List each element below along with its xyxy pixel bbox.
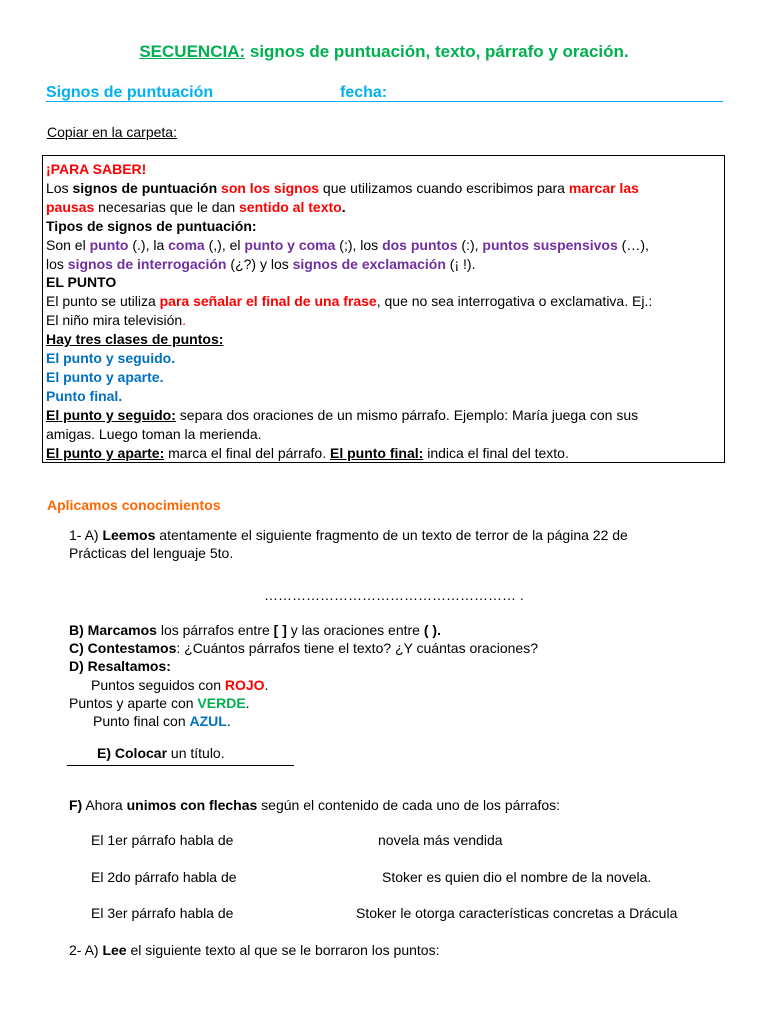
subheading-underline bbox=[46, 101, 723, 102]
box-line: pausas necesarias que le dan sentido al texto. bbox=[46, 198, 346, 215]
apply-heading: Aplicamos conocimientos bbox=[47, 497, 221, 513]
box-line: Los signos de puntuación son los signos que utilizamos cuando escribimos para marcar las bbox=[46, 179, 639, 196]
exercise-f: F) Ahora unimos con flechas según el contenido de cada uno de los párrafos: bbox=[69, 797, 561, 813]
section-subheading: Signos de puntuación bbox=[46, 84, 214, 101]
box-subheading: Hay tres clases de puntos: bbox=[46, 331, 224, 348]
box-line: los signos de interrogación (¿?) y los signos de exclamación (¡ !). bbox=[46, 255, 476, 272]
title-rest: signos de puntuación, texto, párrafo y oración. bbox=[245, 42, 629, 61]
match-right-2: Stoker es quien dio el nombre de la novela. bbox=[382, 869, 652, 885]
title-label: SECUENCIA: bbox=[139, 42, 246, 61]
exercise-1a-cont: Prácticas del lenguaje 5to. bbox=[69, 545, 234, 561]
exercise-d: D) Resaltamos: bbox=[69, 658, 171, 674]
box-line: El punto y seguido: separa dos oraciones de un mismo párrafo. Ejemplo: María juega con sus bbox=[46, 406, 639, 423]
box-class-item: Punto final. bbox=[46, 387, 123, 404]
box-line: amigas. Luego toman la merienda. bbox=[46, 425, 262, 442]
box-heading: ¡PARA SABER! bbox=[46, 161, 147, 177]
match-left-3: El 3er párrafo habla de bbox=[91, 905, 234, 921]
box-class-item: El punto y aparte. bbox=[46, 368, 164, 385]
match-left-2: El 2do párrafo habla de bbox=[91, 869, 237, 885]
exercise-1a: 1- A) Leemos atentamente el siguiente fragmento de un texto de terror de la página 22 de bbox=[69, 527, 628, 543]
exercise-c: C) Contestamos: ¿Cuántos párrafos tiene el texto? ¿Y cuántas oraciones? bbox=[69, 640, 538, 656]
box-subheading: EL PUNTO bbox=[46, 274, 117, 291]
match-left-1: El 1er párrafo habla de bbox=[91, 832, 234, 848]
highlight-blue: Punto final con AZUL. bbox=[93, 713, 231, 729]
box-subheading: Tipos de signos de puntuación: bbox=[46, 217, 257, 234]
info-box bbox=[42, 155, 725, 463]
box-line: Son el punto (.), la coma (,), el punto y coma (;), los dos puntos (:), puntos suspensivos (…), bbox=[46, 236, 649, 253]
box-line: El punto se utiliza para señalar el final de una frase, que no sea interrogativa o exclamativa. Ej.: bbox=[46, 293, 653, 310]
box-class-item: El punto y seguido. bbox=[46, 350, 176, 367]
exercise-e: E) Colocar un título. bbox=[97, 745, 225, 761]
page-title bbox=[0, 42, 768, 62]
match-right-1: novela más vendida bbox=[378, 832, 503, 848]
copy-instruction: Copiar en la carpeta: bbox=[47, 124, 177, 140]
highlight-red: Puntos seguidos con ROJO. bbox=[91, 677, 269, 693]
date-label: fecha: bbox=[340, 84, 388, 101]
match-right-3: Stoker le otorga características concretas a Drácula bbox=[356, 905, 678, 921]
box-line: El niño mira televisión. bbox=[46, 312, 187, 329]
dotted-placeholder: ……………………………………………… . bbox=[264, 587, 524, 603]
box-line: El punto y aparte: marca el final del párrafo. El punto final: indica el final del texto. bbox=[46, 444, 569, 461]
exercise-b: B) Marcamos los párrafos entre [ ] y las oraciones entre ( ). bbox=[69, 622, 441, 638]
highlight-green: Puntos y aparte con VERDE. bbox=[69, 695, 250, 711]
title-answer-line bbox=[67, 765, 294, 766]
exercise-2a: 2- A) Lee el siguiente texto al que se le borraron los puntos: bbox=[69, 942, 440, 958]
